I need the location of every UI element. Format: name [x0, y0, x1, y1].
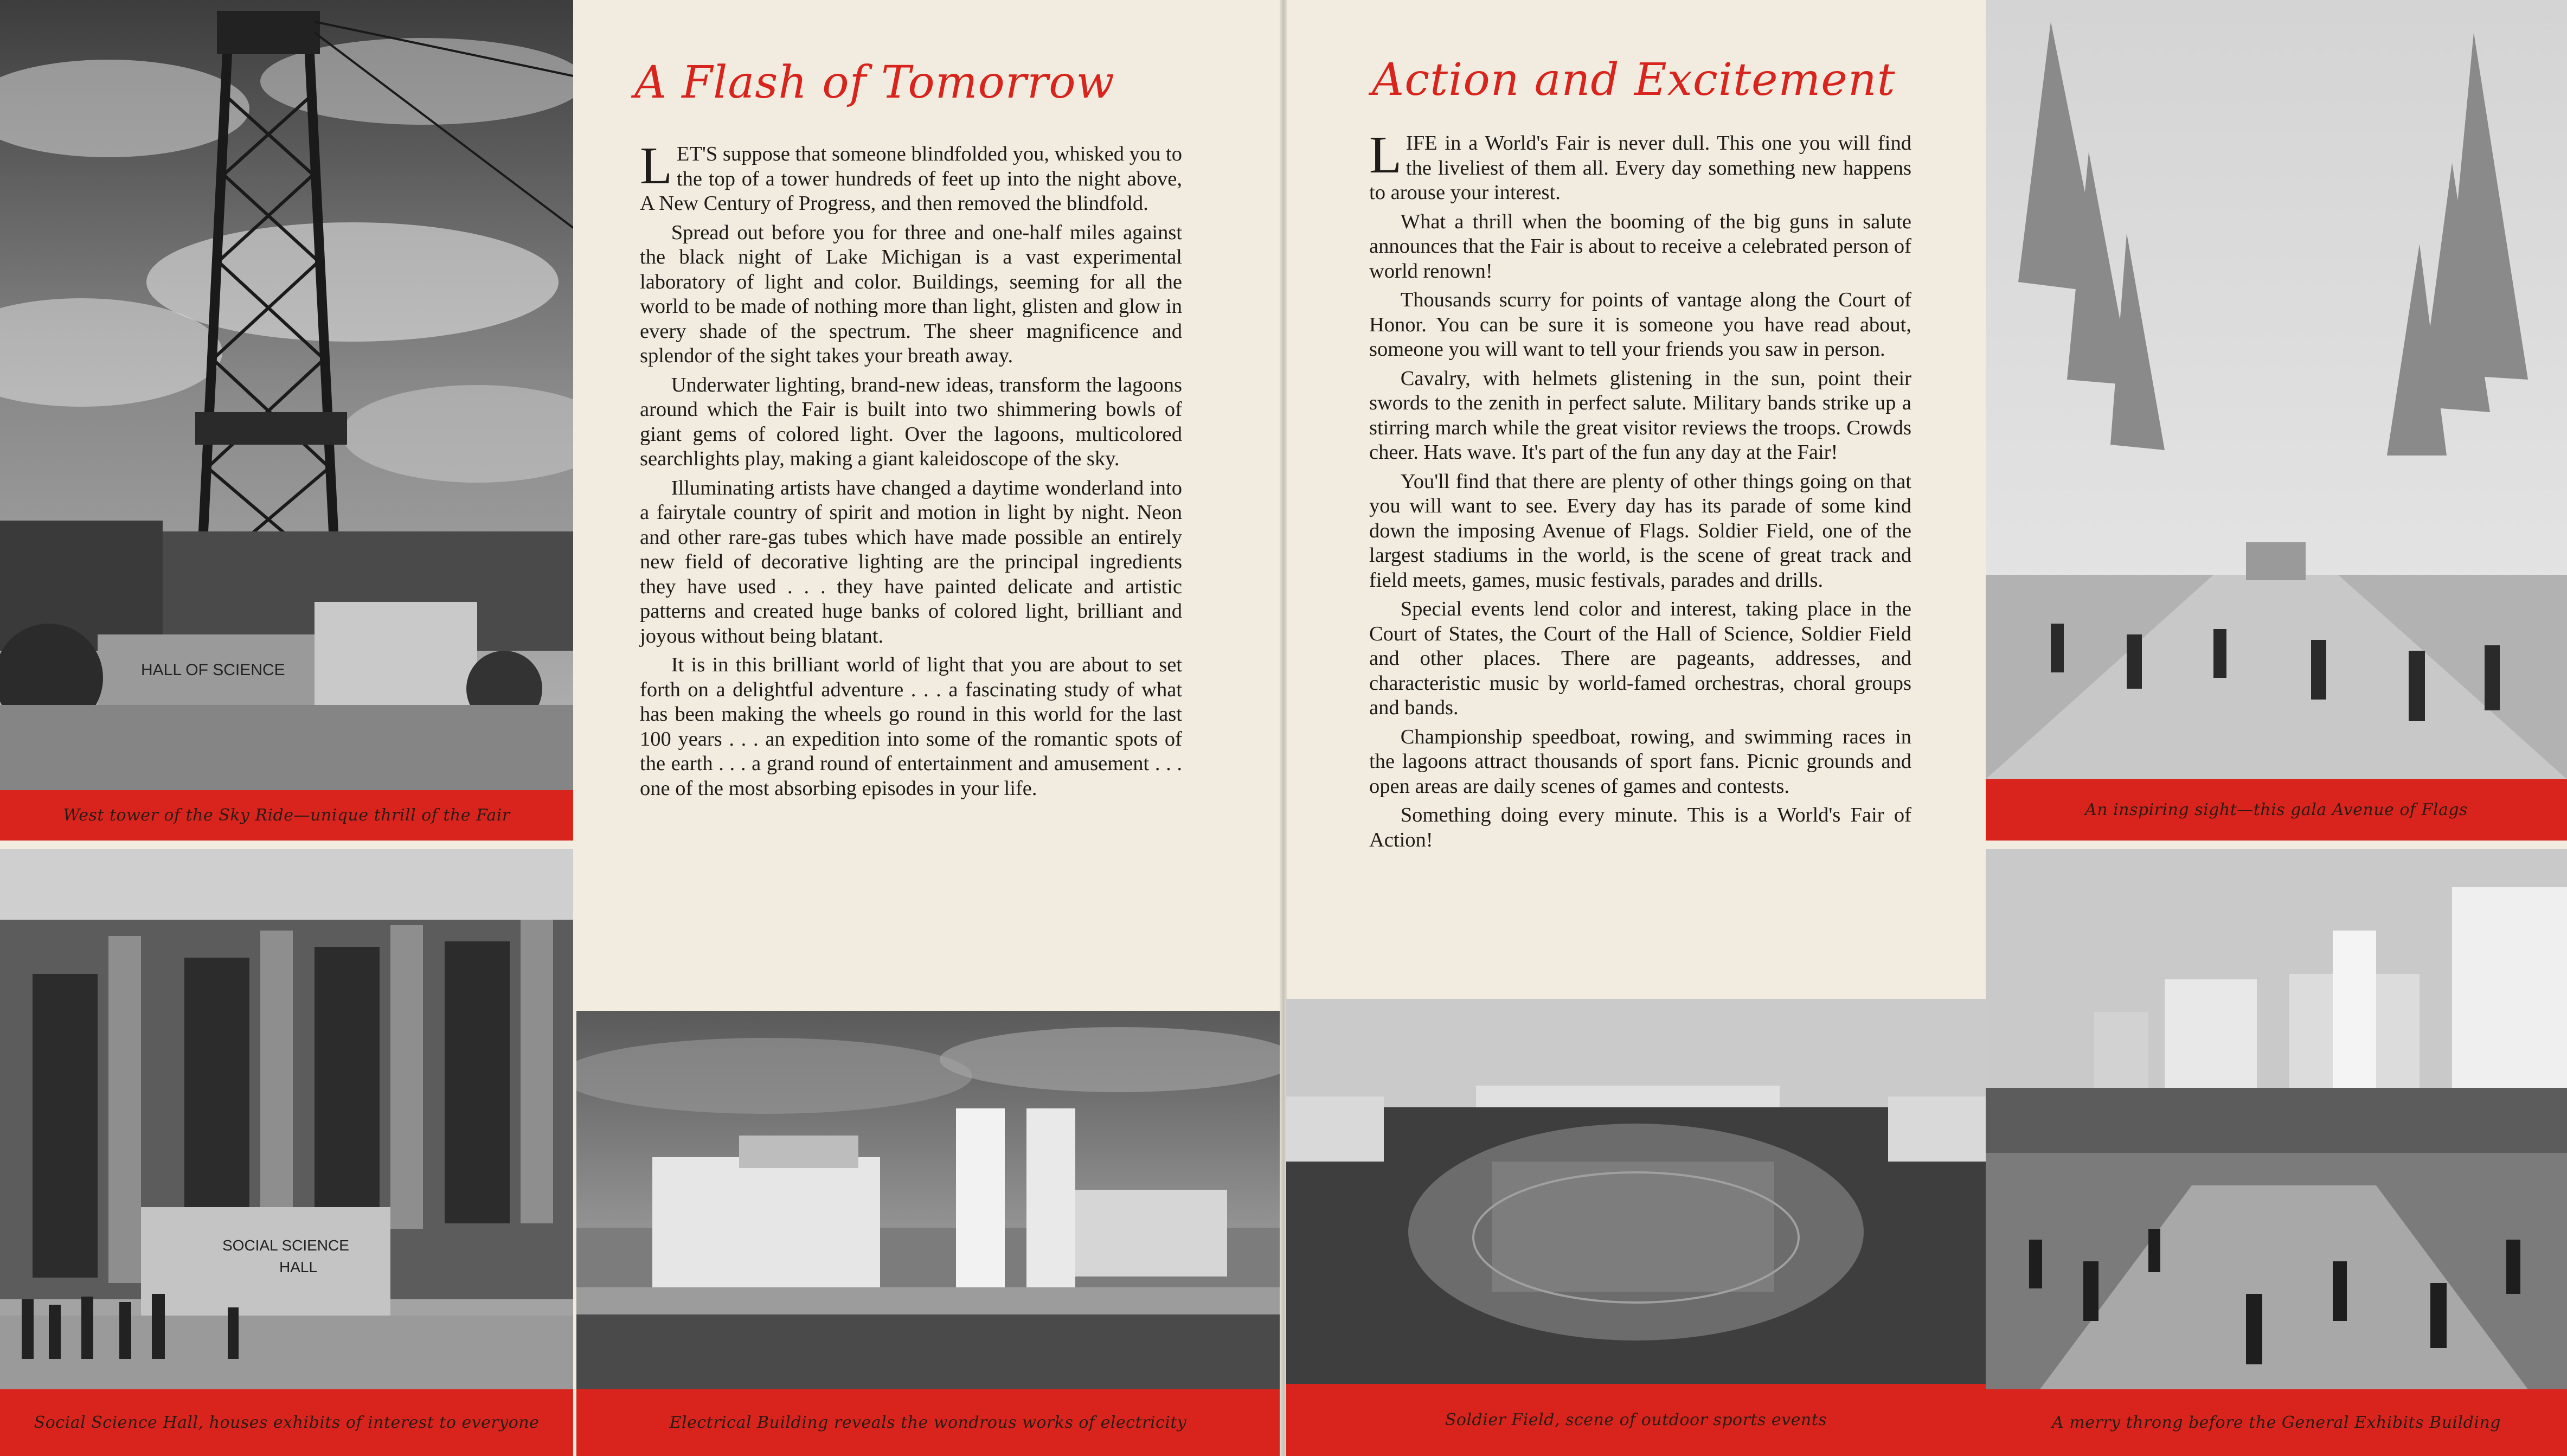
- lead-text: ET'S suppose that someone blindfolded you, whisked you to the top of a tower hundreds of feet up into the night above, A New Century of Progress, and then removed the blindfold.: [640, 143, 1182, 215]
- caption-general-exhibits: A merry throng before the General Exhibits Building: [1986, 1389, 2567, 1456]
- sky-ride-tower-photo: [0, 0, 573, 790]
- article-paragraph: Cavalry, with helmets glistening in the sun, point their swords to the zenith in perfect salute. Military bands strike up a stirring march while the great visitor reviews the troops. Crowds cheer. Hats wave. It's part of the fun any day at the Fair!: [1369, 367, 1911, 464]
- article-paragraph: Something doing every minute. This is a World's Fair of Action!: [1369, 804, 1911, 851]
- general-exhibits-photo: [1986, 849, 2567, 1389]
- heading-flash-of-tomorrow: A Flash of Tomorrow: [634, 57, 1115, 108]
- article-paragraph: Championship speedboat, rowing, and swimming races in the lagoons attract thousands of sport fans. Picnic grounds and open areas are daily scenes of games and contests.: [1369, 725, 1911, 798]
- caption-avenue-of-flags: An inspiring sight—this gala Avenue of Flags: [1986, 779, 2567, 841]
- article-paragraph: What a thrill when the booming of the big guns in salute announces that the Fair is about to receive a celebrated person of world renown!: [1369, 210, 1911, 283]
- article-paragraph: It is in this brilliant world of light that you are about to set forth on a delightful adventure . . . a fascinating study of what has been making the wheels go round in this world for the last 100 years . . . an expedition into some of the romantic spots of the earth . . . a grand round of entertainment and amusement . . . one of the most absorbing episodes in your life.: [640, 653, 1182, 800]
- article-flash-of-tomorrow: [640, 137, 1182, 805]
- article-paragraph: Underwater lighting, brand-new ideas, transform the lagoons around which the Fair is built into two shimmering bowls of giant gems of colored light. Over the lagoons, multicolored searchlights play, making a giant kaleidoscope of the sky.: [640, 373, 1182, 470]
- article-paragraph: You'll find that there are plenty of other things going on that you will want to see. Every day has its parade of some kind down the imposing Avenue of Flags. Soldier Field, one of the largest stadiums in the world, is the scene of great track and field meets, games, music festivals, parades and drills.: [1369, 470, 1911, 592]
- hall-of-science-sign: HALL OF SCIENCE: [141, 661, 285, 679]
- social-science-sign-line2: HALL: [279, 1259, 318, 1275]
- caption-sky-ride: West tower of the Sky Ride—unique thrill of the Fair: [0, 790, 573, 841]
- article-action-and-excitement: [1369, 126, 1911, 857]
- avenue-of-flags-photo: [1986, 0, 2567, 779]
- article-paragraph: Spread out before you for three and one-half miles against the black night of Lake Michigan is a vast experimental laboratory of light and color. Buildings, seeming for all the world to be made of nothing more than light, glisten and glow in every shade of the spectrum. The sheer magnificence and splendor of the sight takes your breath away.: [640, 221, 1182, 367]
- article-lead-paragraph: [1369, 126, 1911, 206]
- article-lead-paragraph: [640, 137, 1182, 216]
- drop-cap: L: [1369, 126, 1402, 184]
- social-science-hall-photo: [0, 849, 573, 1389]
- social-science-sign-line1: SOCIAL SCIENCE: [222, 1237, 349, 1254]
- article-paragraph: Thousands scurry for points of vantage along the Court of Honor. You can be sure it is someone you have read about, someone you will want to tell your friends you saw in person.: [1369, 288, 1911, 361]
- lead-text: IFE in a World's Fair is never dull. This one you will find the liveliest of them all. Every day something new happens to arouse your interest.: [1369, 132, 1911, 204]
- electrical-building-photo: [576, 1011, 1280, 1389]
- article-paragraph: Illuminating artists have changed a daytime wonderland into a fairytale country of spirit and motion in light by night. Neon and other rare-gas tubes which have made possible an entirely new field of decorative lighting are the principal ingredients they have used . . . they have painted delicate and artistic patterns and created huge banks of colored light, brilliant and joyous without being blatant.: [640, 476, 1182, 647]
- soldier-field-photo: [1286, 999, 1986, 1384]
- caption-social-science: Social Science Hall, houses exhibits of interest to everyone: [0, 1389, 573, 1456]
- drop-cap: L: [640, 137, 672, 195]
- caption-soldier-field: Soldier Field, scene of outdoor sports events: [1286, 1384, 1986, 1456]
- caption-electrical: Electrical Building reveals the wondrous works of electricity: [576, 1389, 1280, 1456]
- heading-action-and-excitement: Action and Excitement: [1372, 54, 1896, 106]
- article-paragraph: Special events lend color and interest, taking place in the Court of States, the Court of the Hall of Science, Soldier Field and other places. There are pageants, addresses, and characteristic music by world-famed orchestras, choral groups and bands.: [1369, 598, 1911, 719]
